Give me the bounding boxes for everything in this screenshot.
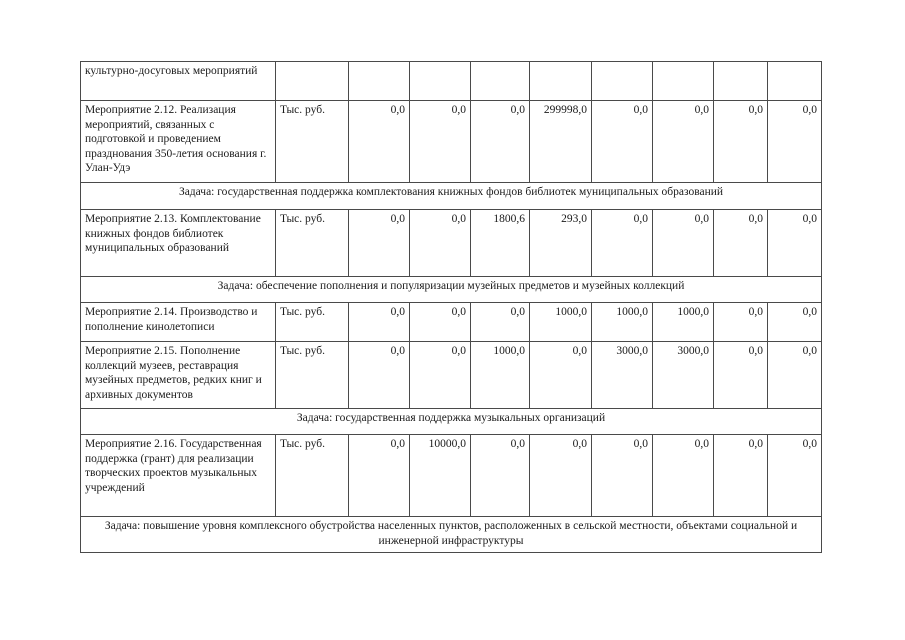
task-heading: Задача: государственная поддержка музыкальных организаций bbox=[81, 409, 822, 435]
value-cell: 1000,0 bbox=[653, 303, 714, 342]
value-cell: 0,0 bbox=[592, 210, 653, 277]
value-cell bbox=[410, 62, 471, 101]
value-cell: 0,0 bbox=[592, 435, 653, 517]
table-row bbox=[81, 62, 822, 101]
budget-table bbox=[80, 61, 822, 553]
value-cell: 0,0 bbox=[349, 101, 410, 183]
measure-name-cell: Мероприятие 2.13. Комплектование книжных фондов библиотек муниципальных образований bbox=[81, 210, 276, 277]
value-cell: 0,0 bbox=[349, 342, 410, 409]
unit-cell: Тыс. руб. bbox=[276, 435, 349, 517]
value-cell: 0,0 bbox=[714, 342, 768, 409]
value-cell bbox=[530, 62, 592, 101]
unit-cell: Тыс. руб. bbox=[276, 210, 349, 277]
measure-name-cell: Мероприятие 2.16. Государственная поддержка (грант) для реализации творческих проектов музыкальных учреждений bbox=[81, 435, 276, 517]
value-cell: 0,0 bbox=[714, 303, 768, 342]
value-cell: 0,0 bbox=[471, 303, 530, 342]
value-cell bbox=[653, 62, 714, 101]
value-cell: 299998,0 bbox=[530, 101, 592, 183]
value-cell: 0,0 bbox=[530, 435, 592, 517]
unit-cell: Тыс. руб. bbox=[276, 342, 349, 409]
value-cell: 1000,0 bbox=[592, 303, 653, 342]
value-cell bbox=[349, 62, 410, 101]
unit-cell bbox=[276, 62, 349, 101]
table-row bbox=[81, 101, 822, 183]
table-row bbox=[81, 303, 822, 342]
task-heading: Задача: обеспечение пополнения и популяризации музейных предметов и музейных коллекций bbox=[81, 277, 822, 303]
task-row bbox=[81, 409, 822, 435]
value-cell: 10000,0 bbox=[410, 435, 471, 517]
value-cell: 1800,6 bbox=[471, 210, 530, 277]
measure-name-cell: Мероприятие 2.15. Пополнение коллекций музеев, реставрация музейных предметов, редких книг и архивных документов bbox=[81, 342, 276, 409]
value-cell: 0,0 bbox=[768, 210, 822, 277]
value-cell bbox=[768, 62, 822, 101]
value-cell: 0,0 bbox=[768, 101, 822, 183]
task-row bbox=[81, 183, 822, 210]
table-row bbox=[81, 210, 822, 277]
measure-name-cell: Мероприятие 2.12. Реализация мероприятий, связанных с подготовкой и проведением празднования 350-летия основания г. Улан-Удэ bbox=[81, 101, 276, 183]
value-cell: 293,0 bbox=[530, 210, 592, 277]
value-cell: 0,0 bbox=[768, 435, 822, 517]
value-cell: 0,0 bbox=[768, 303, 822, 342]
task-heading: Задача: государственная поддержка комплектования книжных фондов библиотек муниципальных образований bbox=[81, 183, 822, 210]
value-cell: 0,0 bbox=[410, 101, 471, 183]
table-row bbox=[81, 342, 822, 409]
value-cell: 0,0 bbox=[592, 101, 653, 183]
value-cell: 0,0 bbox=[410, 342, 471, 409]
value-cell: 0,0 bbox=[768, 342, 822, 409]
value-cell: 0,0 bbox=[714, 210, 768, 277]
value-cell: 0,0 bbox=[653, 101, 714, 183]
table-row bbox=[81, 435, 822, 517]
value-cell: 0,0 bbox=[349, 435, 410, 517]
value-cell: 0,0 bbox=[410, 303, 471, 342]
value-cell: 3000,0 bbox=[592, 342, 653, 409]
task-heading: Задача: повышение уровня комплексного обустройства населенных пунктов, расположенных в сельской местности, объектами социальной и инженерной инфраструктуры bbox=[81, 517, 822, 553]
value-cell: 0,0 bbox=[653, 435, 714, 517]
value-cell: 0,0 bbox=[653, 210, 714, 277]
value-cell bbox=[592, 62, 653, 101]
measure-name-cell: культурно-досуговых мероприятий bbox=[81, 62, 276, 101]
value-cell: 3000,0 bbox=[653, 342, 714, 409]
value-cell: 0,0 bbox=[714, 101, 768, 183]
value-cell: 0,0 bbox=[530, 342, 592, 409]
task-row bbox=[81, 517, 822, 553]
value-cell: 0,0 bbox=[714, 435, 768, 517]
value-cell bbox=[714, 62, 768, 101]
value-cell bbox=[471, 62, 530, 101]
value-cell: 0,0 bbox=[349, 210, 410, 277]
value-cell: 0,0 bbox=[471, 435, 530, 517]
value-cell: 1000,0 bbox=[530, 303, 592, 342]
value-cell: 0,0 bbox=[349, 303, 410, 342]
measure-name-cell: Мероприятие 2.14. Производство и пополнение кинолетописи bbox=[81, 303, 276, 342]
unit-cell: Тыс. руб. bbox=[276, 303, 349, 342]
value-cell: 1000,0 bbox=[471, 342, 530, 409]
value-cell: 0,0 bbox=[471, 101, 530, 183]
unit-cell: Тыс. руб. bbox=[276, 101, 349, 183]
task-row bbox=[81, 277, 822, 303]
value-cell: 0,0 bbox=[410, 210, 471, 277]
